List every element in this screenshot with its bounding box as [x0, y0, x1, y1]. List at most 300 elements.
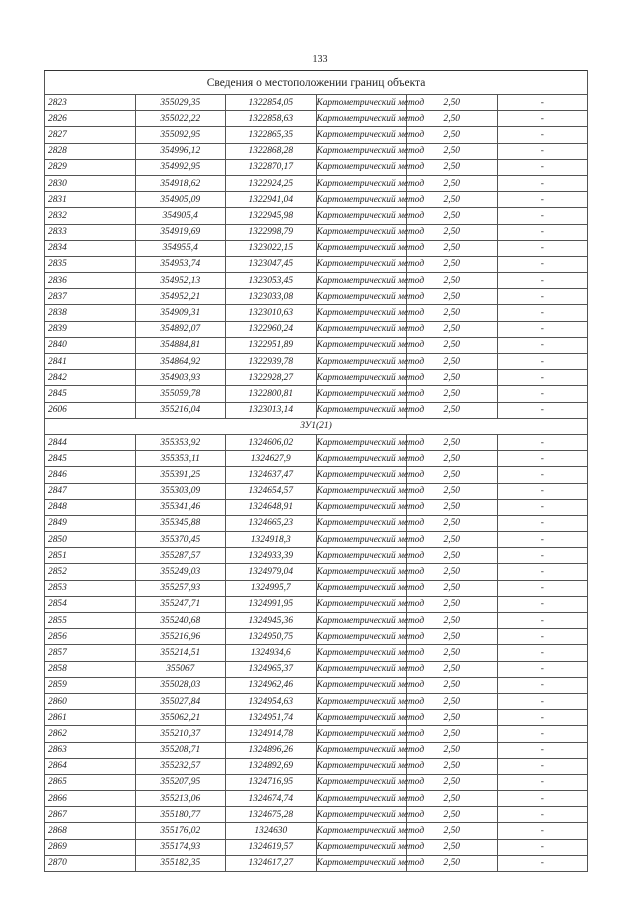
method-cell: Картометрический метод [316, 742, 407, 758]
accuracy-cell: 2,50 [407, 758, 498, 774]
table-row [45, 726, 588, 742]
x-coordinate-cell: 354996,12 [135, 143, 226, 159]
y-coordinate-cell: 1324918,3 [226, 532, 317, 548]
accuracy-cell: 2,50 [407, 192, 498, 208]
point-number-cell: 2845 [45, 451, 136, 467]
method-cell: Картометрический метод [316, 596, 407, 612]
method-cell: Картометрический метод [316, 386, 407, 402]
y-coordinate-cell: 1324945,36 [226, 613, 317, 629]
y-coordinate-cell: 1324933,39 [226, 548, 317, 564]
y-coordinate-cell: 1324648,91 [226, 499, 317, 515]
x-coordinate-cell: 354953,74 [135, 256, 226, 272]
y-coordinate-cell: 1322939,78 [226, 354, 317, 370]
method-cell: Картометрический метод [316, 532, 407, 548]
method-cell: Картометрический метод [316, 710, 407, 726]
x-coordinate-cell: 355028,03 [135, 677, 226, 693]
point-number-cell: 2837 [45, 289, 136, 305]
point-number-cell: 2862 [45, 726, 136, 742]
x-coordinate-cell: 355257,93 [135, 580, 226, 596]
table-row [45, 693, 588, 709]
accuracy-cell: 2,50 [407, 515, 498, 531]
table-row [45, 95, 588, 111]
description-cell: - [497, 564, 588, 580]
description-cell: - [497, 661, 588, 677]
accuracy-cell: 2,50 [407, 402, 498, 418]
method-cell: Картометрический метод [316, 305, 407, 321]
x-coordinate-cell: 355182,35 [135, 855, 226, 871]
accuracy-cell: 2,50 [407, 451, 498, 467]
x-coordinate-cell: 355287,57 [135, 548, 226, 564]
x-coordinate-cell: 355353,92 [135, 434, 226, 450]
description-cell: - [497, 256, 588, 272]
y-coordinate-cell: 1324892,69 [226, 758, 317, 774]
x-coordinate-cell: 355303,09 [135, 483, 226, 499]
method-cell: Картометрический метод [316, 564, 407, 580]
y-coordinate-cell: 1324965,37 [226, 661, 317, 677]
description-cell: - [497, 159, 588, 175]
table-row [45, 483, 588, 499]
table-row [45, 661, 588, 677]
method-cell: Картометрический метод [316, 677, 407, 693]
x-coordinate-cell: 355174,93 [135, 839, 226, 855]
x-coordinate-cell: 355214,51 [135, 645, 226, 661]
x-coordinate-cell: 355092,95 [135, 127, 226, 143]
table-row [45, 159, 588, 175]
method-cell: Картометрический метод [316, 159, 407, 175]
y-coordinate-cell: 1323013,14 [226, 402, 317, 418]
point-number-cell: 2861 [45, 710, 136, 726]
point-number-cell: 2860 [45, 693, 136, 709]
accuracy-cell: 2,50 [407, 661, 498, 677]
x-coordinate-cell: 354955,4 [135, 240, 226, 256]
description-cell: - [497, 143, 588, 159]
table-row [45, 774, 588, 790]
x-coordinate-cell: 355345,88 [135, 515, 226, 531]
y-coordinate-cell: 1324674,74 [226, 791, 317, 807]
table-row [45, 451, 588, 467]
y-coordinate-cell: 1322865,35 [226, 127, 317, 143]
accuracy-cell: 2,50 [407, 159, 498, 175]
x-coordinate-cell: 354952,21 [135, 289, 226, 305]
table-row [45, 192, 588, 208]
description-cell: - [497, 354, 588, 370]
point-number-cell: 2833 [45, 224, 136, 240]
method-cell: Картометрический метод [316, 127, 407, 143]
y-coordinate-cell: 1324962,46 [226, 677, 317, 693]
x-coordinate-cell: 355216,96 [135, 629, 226, 645]
accuracy-cell: 2,50 [407, 175, 498, 191]
method-cell: Картометрический метод [316, 321, 407, 337]
y-coordinate-cell: 1324979,04 [226, 564, 317, 580]
x-coordinate-cell: 355391,25 [135, 467, 226, 483]
y-coordinate-cell: 1322868,28 [226, 143, 317, 159]
y-coordinate-cell: 1322928,27 [226, 370, 317, 386]
table-row [45, 499, 588, 515]
description-cell: - [497, 95, 588, 111]
method-cell: Картометрический метод [316, 111, 407, 127]
table-title-row [45, 71, 588, 95]
table-row [45, 839, 588, 855]
x-coordinate-cell: 355210,37 [135, 726, 226, 742]
page-number: 133 [312, 54, 328, 65]
point-number-cell: 2844 [45, 434, 136, 450]
description-cell: - [497, 613, 588, 629]
description-cell: - [497, 483, 588, 499]
accuracy-cell: 2,50 [407, 273, 498, 289]
x-coordinate-cell: 354952,13 [135, 273, 226, 289]
description-cell: - [497, 224, 588, 240]
table-row [45, 305, 588, 321]
accuracy-cell: 2,50 [407, 807, 498, 823]
point-number-cell: 2867 [45, 807, 136, 823]
x-coordinate-cell: 354919,69 [135, 224, 226, 240]
accuracy-cell: 2,50 [407, 111, 498, 127]
x-coordinate-cell: 355207,95 [135, 774, 226, 790]
x-coordinate-cell: 354884,81 [135, 337, 226, 353]
description-cell: - [497, 629, 588, 645]
y-coordinate-cell: 1324716,95 [226, 774, 317, 790]
table-row [45, 532, 588, 548]
table-row [45, 677, 588, 693]
y-coordinate-cell: 1322858,63 [226, 111, 317, 127]
description-cell: - [497, 370, 588, 386]
table-row [45, 175, 588, 191]
y-coordinate-cell: 1324627,9 [226, 451, 317, 467]
method-cell: Картометрический метод [316, 256, 407, 272]
description-cell: - [497, 127, 588, 143]
table-row [45, 289, 588, 305]
accuracy-cell: 2,50 [407, 613, 498, 629]
method-cell: Картометрический метод [316, 499, 407, 515]
boundary-table [44, 70, 588, 872]
description-cell: - [497, 305, 588, 321]
description-cell: - [497, 758, 588, 774]
method-cell: Картометрический метод [316, 224, 407, 240]
y-coordinate-cell: 1323010,63 [226, 305, 317, 321]
method-cell: Картометрический метод [316, 95, 407, 111]
y-coordinate-cell: 1322941,04 [226, 192, 317, 208]
description-cell: - [497, 677, 588, 693]
method-cell: Картометрический метод [316, 758, 407, 774]
section-row [45, 418, 588, 434]
point-number-cell: 2856 [45, 629, 136, 645]
point-number-cell: 2845 [45, 386, 136, 402]
description-cell: - [497, 693, 588, 709]
x-coordinate-cell: 355249,03 [135, 564, 226, 580]
x-coordinate-cell: 355029,35 [135, 95, 226, 111]
description-cell: - [497, 402, 588, 418]
table-row [45, 855, 588, 871]
point-number-cell: 2852 [45, 564, 136, 580]
description-cell: - [497, 451, 588, 467]
accuracy-cell: 2,50 [407, 499, 498, 515]
method-cell: Картометрический метод [316, 273, 407, 289]
y-coordinate-cell: 1324675,28 [226, 807, 317, 823]
x-coordinate-cell: 355353,11 [135, 451, 226, 467]
description-cell: - [497, 791, 588, 807]
y-coordinate-cell: 1324619,57 [226, 839, 317, 855]
accuracy-cell: 2,50 [407, 143, 498, 159]
description-cell: - [497, 742, 588, 758]
description-cell: - [497, 337, 588, 353]
x-coordinate-cell: 355240,68 [135, 613, 226, 629]
accuracy-cell: 2,50 [407, 532, 498, 548]
point-number-cell: 2834 [45, 240, 136, 256]
description-cell: - [497, 240, 588, 256]
x-coordinate-cell: 355341,46 [135, 499, 226, 515]
method-cell: Картометрический метод [316, 370, 407, 386]
description-cell: - [497, 386, 588, 402]
y-coordinate-cell: 1324606,02 [226, 434, 317, 450]
x-coordinate-cell: 355180,77 [135, 807, 226, 823]
accuracy-cell: 2,50 [407, 95, 498, 111]
table-row [45, 467, 588, 483]
y-coordinate-cell: 1324950,75 [226, 629, 317, 645]
description-cell: - [497, 855, 588, 871]
method-cell: Картометрический метод [316, 451, 407, 467]
accuracy-cell: 2,50 [407, 710, 498, 726]
description-cell: - [497, 499, 588, 515]
y-coordinate-cell: 1322960,24 [226, 321, 317, 337]
table-row [45, 127, 588, 143]
x-coordinate-cell: 355247,71 [135, 596, 226, 612]
method-cell: Картометрический метод [316, 629, 407, 645]
point-number-cell: 2848 [45, 499, 136, 515]
table-row [45, 580, 588, 596]
accuracy-cell: 2,50 [407, 839, 498, 855]
table-row [45, 758, 588, 774]
x-coordinate-cell: 354905,09 [135, 192, 226, 208]
method-cell: Картометрический метод [316, 354, 407, 370]
method-cell: Картометрический метод [316, 613, 407, 629]
accuracy-cell: 2,50 [407, 742, 498, 758]
x-coordinate-cell: 354909,31 [135, 305, 226, 321]
description-cell: - [497, 208, 588, 224]
x-coordinate-cell: 355067 [135, 661, 226, 677]
accuracy-cell: 2,50 [407, 483, 498, 499]
method-cell: Картометрический метод [316, 645, 407, 661]
accuracy-cell: 2,50 [407, 564, 498, 580]
x-coordinate-cell: 355232,57 [135, 758, 226, 774]
description-cell: - [497, 645, 588, 661]
description-cell: - [497, 774, 588, 790]
description-cell: - [497, 192, 588, 208]
method-cell: Картометрический метод [316, 208, 407, 224]
accuracy-cell: 2,50 [407, 596, 498, 612]
description-cell: - [497, 467, 588, 483]
y-coordinate-cell: 1324637,47 [226, 467, 317, 483]
point-number-cell: 2865 [45, 774, 136, 790]
point-number-cell: 2830 [45, 175, 136, 191]
point-number-cell: 2827 [45, 127, 136, 143]
table-row [45, 515, 588, 531]
method-cell: Картометрический метод [316, 240, 407, 256]
point-number-cell: 2831 [45, 192, 136, 208]
point-number-cell: 2868 [45, 823, 136, 839]
method-cell: Картометрический метод [316, 774, 407, 790]
method-cell: Картометрический метод [316, 726, 407, 742]
accuracy-cell: 2,50 [407, 321, 498, 337]
accuracy-cell: 2,50 [407, 774, 498, 790]
accuracy-cell: 2,50 [407, 726, 498, 742]
point-number-cell: 2855 [45, 613, 136, 629]
y-coordinate-cell: 1323053,45 [226, 273, 317, 289]
x-coordinate-cell: 354903,93 [135, 370, 226, 386]
table-row [45, 386, 588, 402]
description-cell: - [497, 548, 588, 564]
y-coordinate-cell: 1324991,95 [226, 596, 317, 612]
point-number-cell: 2858 [45, 661, 136, 677]
method-cell: Картометрический метод [316, 839, 407, 855]
accuracy-cell: 2,50 [407, 467, 498, 483]
method-cell: Картометрический метод [316, 580, 407, 596]
accuracy-cell: 2,50 [407, 791, 498, 807]
y-coordinate-cell: 1324934,6 [226, 645, 317, 661]
description-cell: - [497, 111, 588, 127]
point-number-cell: 2854 [45, 596, 136, 612]
accuracy-cell: 2,50 [407, 370, 498, 386]
accuracy-cell: 2,50 [407, 337, 498, 353]
table-row [45, 256, 588, 272]
point-number-cell: 2832 [45, 208, 136, 224]
y-coordinate-cell: 1322945,98 [226, 208, 317, 224]
table-row [45, 823, 588, 839]
x-coordinate-cell: 354918,62 [135, 175, 226, 191]
accuracy-cell: 2,50 [407, 823, 498, 839]
table-row [45, 629, 588, 645]
x-coordinate-cell: 355213,06 [135, 791, 226, 807]
accuracy-cell: 2,50 [407, 208, 498, 224]
y-coordinate-cell: 1324896,26 [226, 742, 317, 758]
method-cell: Картометрический метод [316, 434, 407, 450]
x-coordinate-cell: 354992,95 [135, 159, 226, 175]
y-coordinate-cell: 1324951,74 [226, 710, 317, 726]
description-cell: - [497, 289, 588, 305]
description-cell: - [497, 710, 588, 726]
table-row [45, 370, 588, 386]
description-cell: - [497, 580, 588, 596]
x-coordinate-cell: 355176,02 [135, 823, 226, 839]
y-coordinate-cell: 1324914,78 [226, 726, 317, 742]
description-cell: - [497, 726, 588, 742]
accuracy-cell: 2,50 [407, 548, 498, 564]
method-cell: Картометрический метод [316, 467, 407, 483]
accuracy-cell: 2,50 [407, 256, 498, 272]
table-row [45, 240, 588, 256]
accuracy-cell: 2,50 [407, 645, 498, 661]
table-row [45, 434, 588, 450]
y-coordinate-cell: 1322951,89 [226, 337, 317, 353]
table-row [45, 402, 588, 418]
point-number-cell: 2846 [45, 467, 136, 483]
point-number-cell: 2863 [45, 742, 136, 758]
point-number-cell: 2869 [45, 839, 136, 855]
accuracy-cell: 2,50 [407, 693, 498, 709]
x-coordinate-cell: 355027,84 [135, 693, 226, 709]
table-row [45, 354, 588, 370]
table-row [45, 613, 588, 629]
description-cell: - [497, 175, 588, 191]
y-coordinate-cell: 1324654,57 [226, 483, 317, 499]
accuracy-cell: 2,50 [407, 289, 498, 305]
table-row [45, 710, 588, 726]
table-row [45, 645, 588, 661]
x-coordinate-cell: 354864,92 [135, 354, 226, 370]
method-cell: Картометрический метод [316, 855, 407, 871]
method-cell: Картометрический метод [316, 548, 407, 564]
description-cell: - [497, 823, 588, 839]
description-cell: - [497, 532, 588, 548]
x-coordinate-cell: 355216,04 [135, 402, 226, 418]
accuracy-cell: 2,50 [407, 386, 498, 402]
accuracy-cell: 2,50 [407, 354, 498, 370]
point-number-cell: 2850 [45, 532, 136, 548]
y-coordinate-cell: 1323047,45 [226, 256, 317, 272]
y-coordinate-cell: 1324665,23 [226, 515, 317, 531]
point-number-cell: 2835 [45, 256, 136, 272]
x-coordinate-cell: 355370,45 [135, 532, 226, 548]
point-number-cell: 2870 [45, 855, 136, 871]
accuracy-cell: 2,50 [407, 434, 498, 450]
method-cell: Картометрический метод [316, 483, 407, 499]
point-number-cell: 2859 [45, 677, 136, 693]
y-coordinate-cell: 1322854,05 [226, 95, 317, 111]
description-cell: - [497, 807, 588, 823]
accuracy-cell: 2,50 [407, 305, 498, 321]
point-number-cell: 2841 [45, 354, 136, 370]
table-row [45, 143, 588, 159]
method-cell: Картометрический метод [316, 661, 407, 677]
table-row [45, 596, 588, 612]
table-row [45, 742, 588, 758]
y-coordinate-cell: 1322870,17 [226, 159, 317, 175]
point-number-cell: 2839 [45, 321, 136, 337]
method-cell: Картометрический метод [316, 402, 407, 418]
table-row [45, 807, 588, 823]
description-cell: - [497, 515, 588, 531]
point-number-cell: 2829 [45, 159, 136, 175]
accuracy-cell: 2,50 [407, 580, 498, 596]
y-coordinate-cell: 1322998,79 [226, 224, 317, 240]
y-coordinate-cell: 1322924,25 [226, 175, 317, 191]
x-coordinate-cell: 355208,71 [135, 742, 226, 758]
table-row [45, 224, 588, 240]
method-cell: Картометрический метод [316, 192, 407, 208]
accuracy-cell: 2,50 [407, 127, 498, 143]
table-title: Сведения о местоположении границ объекта [45, 71, 588, 95]
method-cell: Картометрический метод [316, 143, 407, 159]
accuracy-cell: 2,50 [407, 629, 498, 645]
y-coordinate-cell: 1324995,7 [226, 580, 317, 596]
x-coordinate-cell: 355062,21 [135, 710, 226, 726]
y-coordinate-cell: 1322800,81 [226, 386, 317, 402]
table-row [45, 548, 588, 564]
point-number-cell: 2847 [45, 483, 136, 499]
table-row [45, 111, 588, 127]
y-coordinate-cell: 1323022,15 [226, 240, 317, 256]
table-row [45, 273, 588, 289]
table-row [45, 321, 588, 337]
point-number-cell: 2840 [45, 337, 136, 353]
point-number-cell: 2836 [45, 273, 136, 289]
section-label: ЗУ1(21) [45, 418, 588, 434]
method-cell: Картометрический метод [316, 289, 407, 305]
x-coordinate-cell: 355022,22 [135, 111, 226, 127]
description-cell: - [497, 273, 588, 289]
description-cell: - [497, 596, 588, 612]
point-number-cell: 2842 [45, 370, 136, 386]
table-row [45, 564, 588, 580]
